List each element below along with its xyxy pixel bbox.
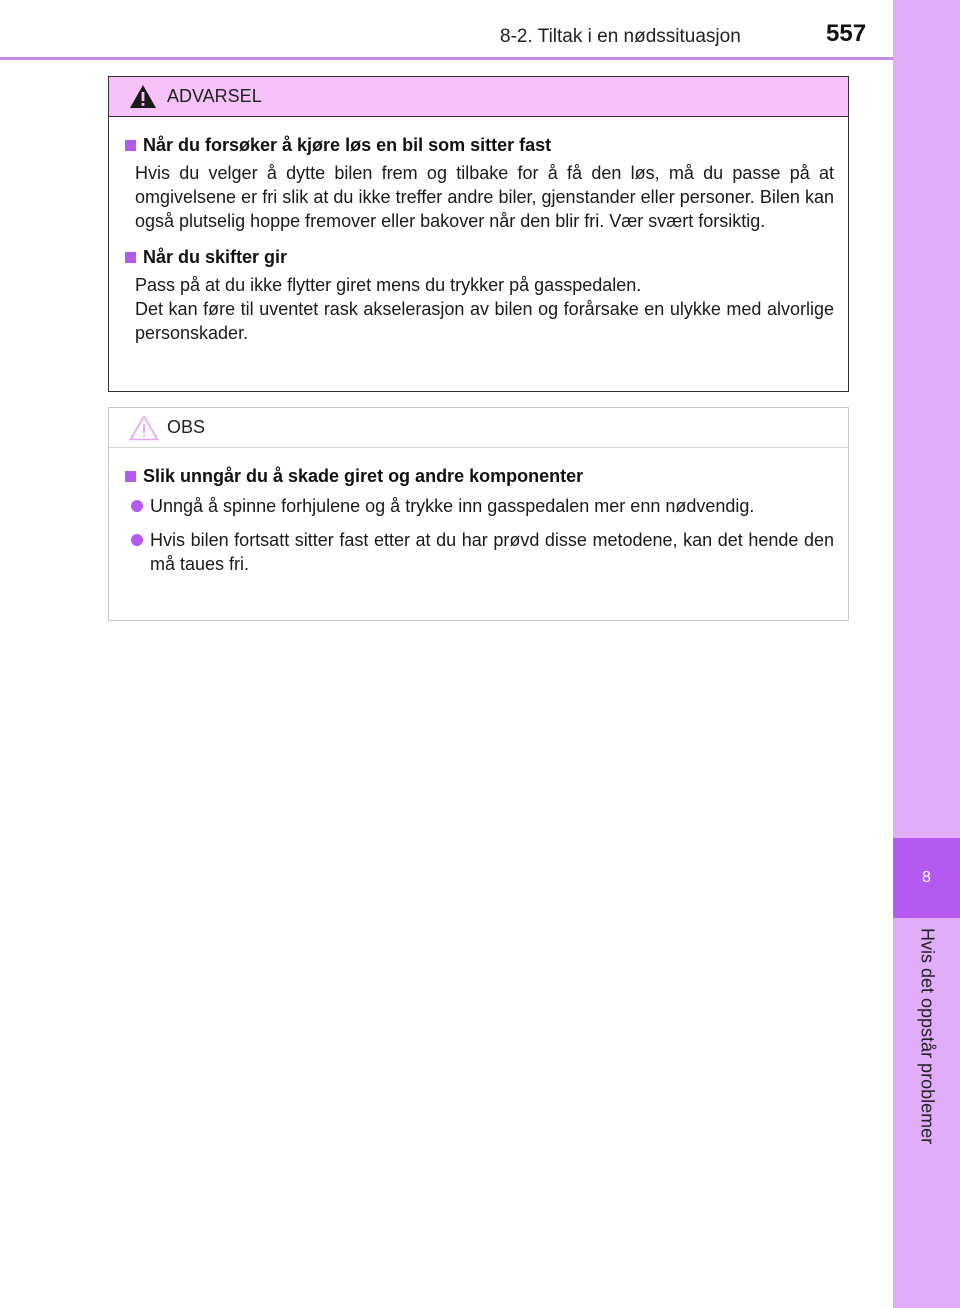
- notice-label: OBS: [167, 417, 206, 437]
- notice-body: [109, 448, 848, 576]
- chapter-title-container: [893, 928, 960, 1178]
- notice-box: [108, 407, 849, 621]
- section-title-text: Når du forsøker å kjøre løs en bil som sitter fast: [143, 135, 552, 155]
- warning-paragraph: Det kan føre til uventet rask akselerasjon av bilen og forårsake en ulykke med alvorlige personskader.: [135, 299, 834, 343]
- warning-paragraph: Pass på at du ikke flytter giret mens du trykker på gasspedalen.: [135, 275, 642, 295]
- chapter-number: 8: [922, 869, 931, 886]
- chapter-number-box: [893, 838, 960, 918]
- section-heading: 8-2. Tiltak i en nødssituasjon: [500, 26, 741, 47]
- page-number: 557: [826, 20, 867, 47]
- section-title-text: Når du skifter gir: [143, 247, 288, 267]
- square-bullet-icon: [125, 471, 136, 482]
- warning-header: [109, 77, 848, 117]
- chapter-title: Hvis det oppstår problemer: [917, 928, 937, 1145]
- round-bullet-icon: [131, 500, 143, 512]
- notice-header: [109, 408, 848, 448]
- bullet-text: Unngå å spinne forhjulene og å trykke inn gasspedalen mer enn nødvendig.: [150, 496, 755, 516]
- section-title-text: Slik unngår du å skade giret og andre komponenter: [143, 466, 584, 486]
- square-bullet-icon: [125, 140, 136, 151]
- notice-bullet: [131, 528, 834, 576]
- caution-triangle-outline-icon: [129, 415, 159, 441]
- warning-section-title: [125, 245, 834, 269]
- notice-bullet: [131, 494, 834, 518]
- chapter-side-tab: [893, 0, 960, 1308]
- warning-box: [108, 76, 849, 392]
- bullet-text: Hvis bilen fortsatt sitter fast etter at du har prøvd disse metodene, kan det hende den må taues fri.: [150, 530, 834, 574]
- warning-paragraph: Hvis du velger å dytte bilen frem og tilbake for å få den løs, må du passe på at omgivelsene er fri slik at du ikke treffer andre biler, gjenstander eller personer. Bilen kan også plutselig hoppe fremover eller bakover når den blir fri. Vær svært forsiktig.: [135, 163, 834, 231]
- warning-section: [125, 245, 834, 345]
- warning-triangle-icon: [129, 84, 157, 109]
- warning-section: [125, 133, 834, 233]
- header-divider: [0, 57, 893, 60]
- round-bullet-icon: [131, 534, 143, 546]
- warning-label: ADVARSEL: [167, 86, 262, 106]
- warning-section-title: [125, 133, 834, 157]
- notice-section-title: [125, 464, 834, 488]
- warning-body: [109, 117, 848, 345]
- square-bullet-icon: [125, 252, 136, 263]
